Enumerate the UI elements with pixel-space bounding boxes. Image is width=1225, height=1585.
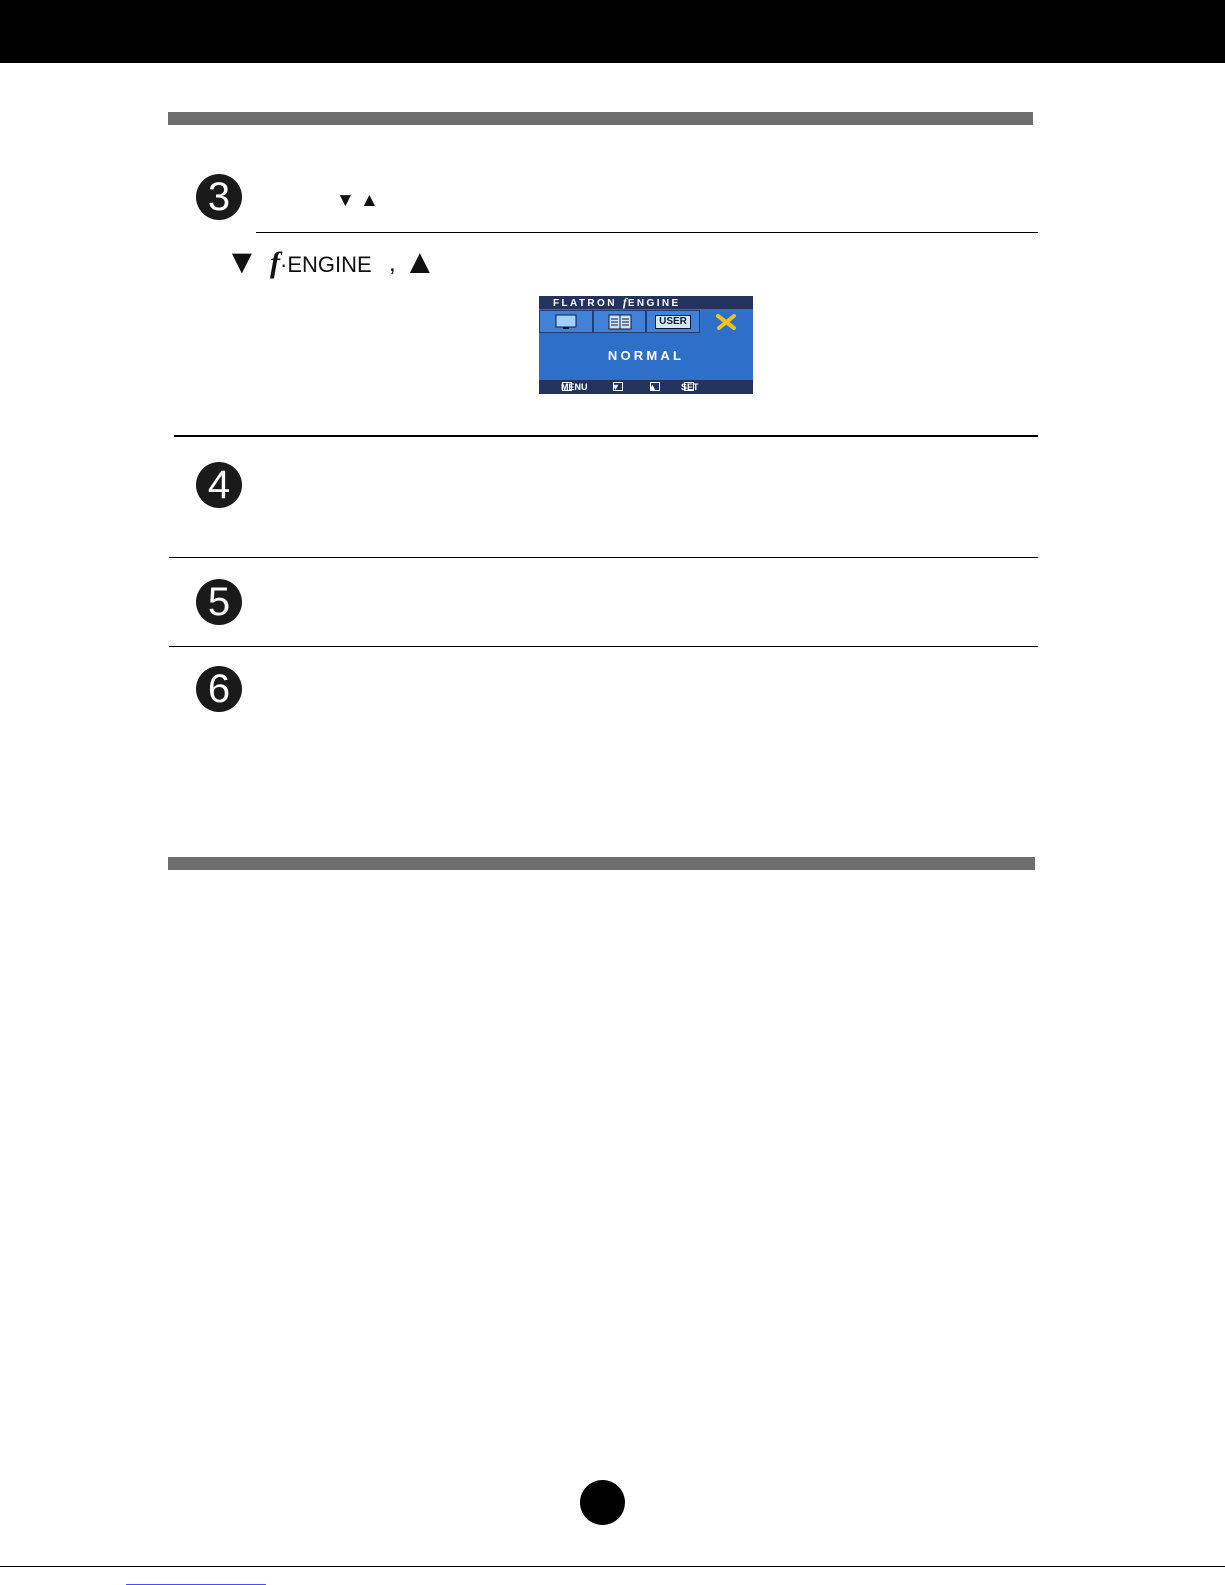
osd-tab-user[interactable] — [646, 310, 700, 333]
section-divider-2 — [169, 557, 1038, 558]
top-black-bar — [0, 0, 1225, 63]
osd-tab-text[interactable] — [593, 310, 646, 333]
osd-footer-up: ▲ — [648, 380, 660, 394]
up-arrow-small-icon: ▲ — [360, 190, 379, 211]
f-engine-label — [270, 248, 372, 278]
step-3-number: 3 — [196, 174, 242, 220]
menu-button-icon — [562, 382, 572, 391]
step-6-number: 6 — [196, 666, 242, 712]
osd-title-bar: FLATRON fENGINE — [539, 296, 753, 309]
exit-star-icon — [715, 312, 737, 332]
osd-mode-label: NORMAL — [607, 348, 685, 363]
osd-footer-set: SET — [681, 382, 699, 392]
osd-footer-menu: MENU — [561, 382, 588, 392]
down-arrow-large-icon: ▼ — [225, 243, 259, 281]
set-button-icon — [684, 382, 694, 391]
section-divider-3 — [169, 646, 1038, 647]
up-button-icon — [650, 382, 660, 391]
up-arrow-large-icon: ▲ — [403, 243, 437, 281]
osd-footer-bar — [539, 380, 753, 394]
down-button-icon — [613, 382, 623, 391]
osd-f-engine-panel — [539, 296, 753, 394]
top-grey-rule — [168, 112, 1033, 125]
osd-tab-exit[interactable] — [715, 312, 739, 332]
comma-separator: , — [389, 250, 396, 277]
section-divider-1 — [174, 435, 1038, 437]
page-number-badge — [580, 1480, 625, 1525]
step-3-divider — [256, 232, 1038, 233]
text-mode-icon — [608, 314, 632, 330]
osd-footer-down: ▼ — [611, 380, 623, 394]
f-engine-logo-f: f — [270, 246, 280, 279]
step-5-number: 5 — [196, 579, 242, 625]
down-arrow-small-icon: ▼ — [336, 190, 355, 211]
bottom-grey-rule — [168, 857, 1035, 870]
osd-title-f: f — [622, 295, 627, 309]
page-bottom-rule — [0, 1566, 1225, 1567]
step-4-number: 4 — [196, 462, 242, 508]
monitor-icon — [555, 314, 577, 330]
f-engine-text: ·ENGINE — [280, 252, 372, 277]
osd-user-label: USER — [655, 315, 691, 329]
osd-tab-monitor[interactable] — [539, 310, 593, 333]
